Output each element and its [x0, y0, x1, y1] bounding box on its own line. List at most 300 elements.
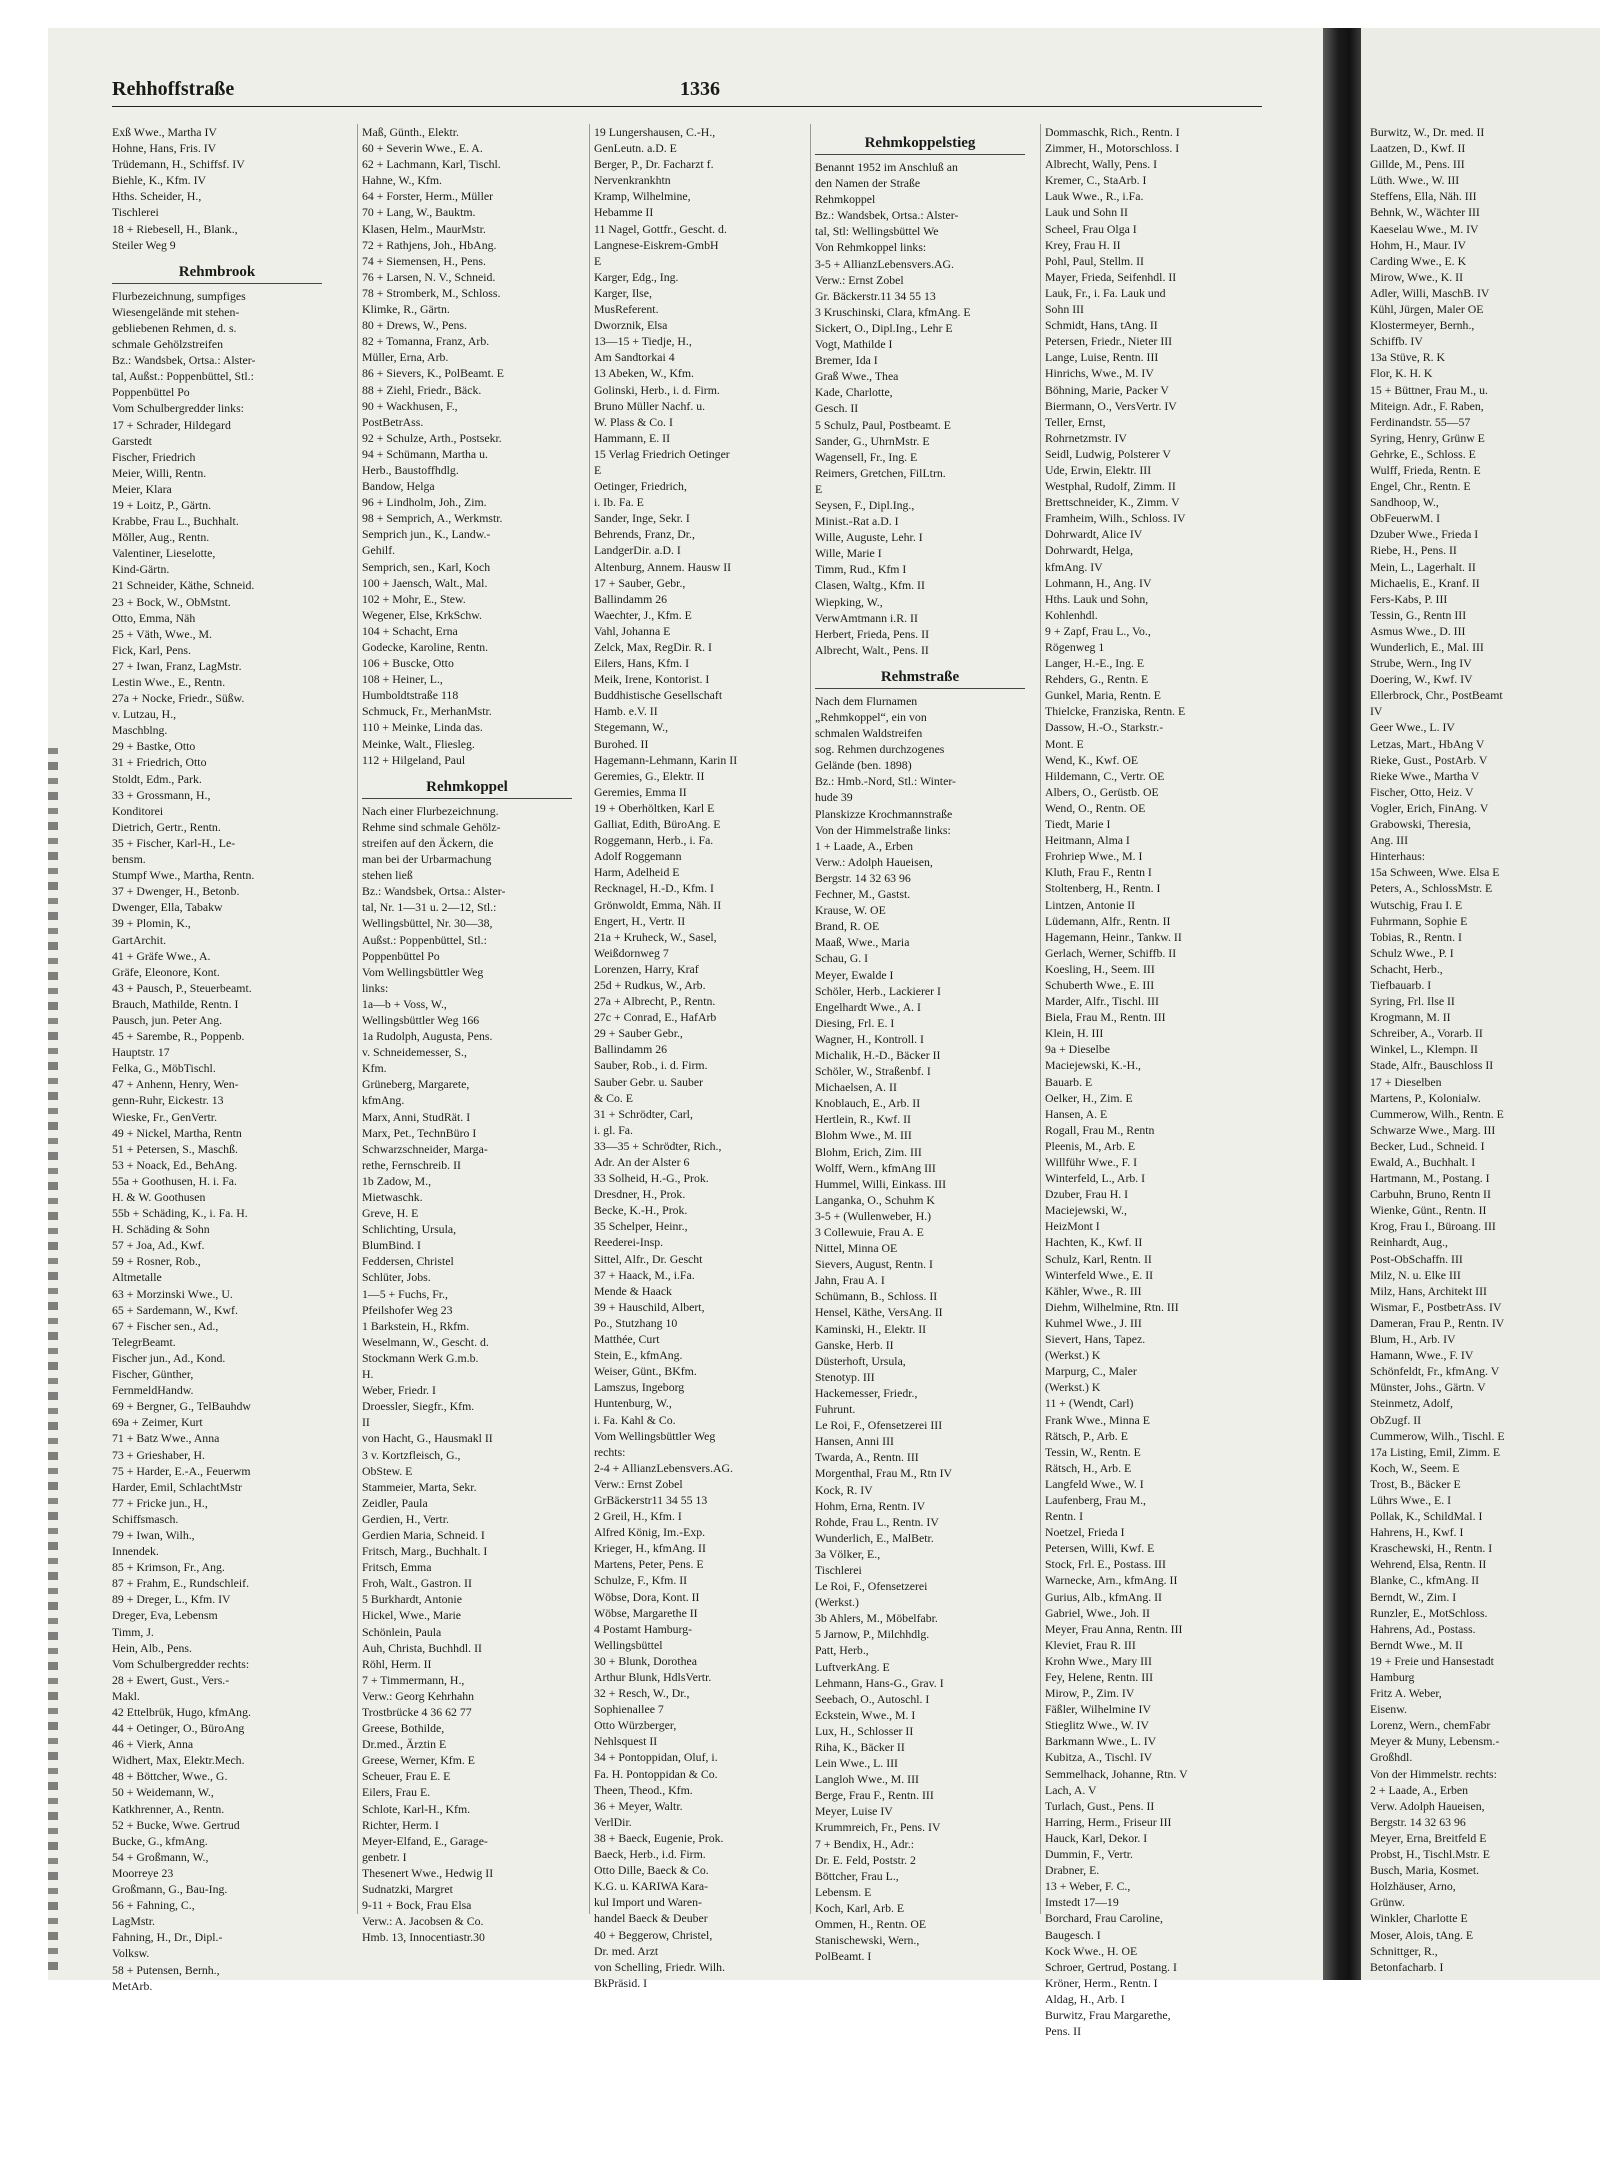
directory-entry: Bauarb. E [1045, 1074, 1093, 1089]
directory-entry: Schuberth Wwe., E. III [1045, 977, 1155, 992]
directory-entry: Fers-Kabs, P. III [1370, 591, 1448, 606]
directory-entry: Diehm, Wilhelmine, Rtn. III [1045, 1299, 1179, 1314]
directory-entry: Kraschewski, H., Rentn. I [1370, 1541, 1493, 1556]
directory-entry: Geremies, G., Elektr. II [594, 768, 705, 783]
directory-entry: PostBetrAss. [362, 414, 424, 429]
directory-entry: Graß Wwe., Thea [815, 369, 899, 384]
directory-entry: Dummin, F., Vertr. [1045, 1847, 1133, 1862]
directory-entry: 110 + Meinke, Linda das. [362, 720, 483, 735]
directory-entry: Baeck, Herb., i.d. Firm. [594, 1847, 706, 1862]
directory-entry: Bz.: Wandsbek, Ortsa.: Alster- [112, 353, 256, 368]
directory-entry: Marpurg, C., Maler [1045, 1364, 1137, 1379]
directory-entry: Kühl, Jürgen, Maler OE [1370, 302, 1484, 317]
directory-entry: Morgenthal, Frau M., Rtn IV [815, 1466, 953, 1481]
directory-entry: (Werkst.) [815, 1595, 859, 1610]
directory-entry: Schulz Wwe., P. I [1370, 945, 1454, 960]
directory-entry: Scheuer, Frau E. E [362, 1769, 451, 1784]
directory-entry: schmalen Waldstreifen [815, 726, 923, 741]
directory-entry: Riha, K., Bäcker II [815, 1740, 905, 1754]
directory-entry: 19 + Freie und Hansestadt [1370, 1653, 1494, 1668]
directory-entry: Bz.: Wandsbek, Ortsa.: Alster- [815, 208, 959, 223]
directory-entry: Verw.: Ernst Zobel [815, 272, 904, 287]
directory-entry: 108 + Heiner, L., [362, 672, 443, 687]
directory-entry: Feddersen, Christel [362, 1254, 454, 1269]
directory-entry: H. & W. Goothusen [112, 1190, 206, 1204]
directory-entry: Adler, Willi, MaschB. IV [1370, 285, 1490, 300]
directory-entry: & Co. E [594, 1090, 633, 1105]
directory-entry: Wille, Auguste, Lehr. I [815, 530, 923, 545]
directory-entry: Tiefbauarb. I [1370, 977, 1432, 992]
directory-entry: Scheel, Frau Olga I [1045, 221, 1137, 236]
directory-entry: Nach einer Flurbezeichnung. [362, 803, 499, 818]
directory-entry: Milz, N. u. Elke III [1370, 1267, 1461, 1282]
directory-entry: Behnk, W., Wächter III [1370, 205, 1480, 220]
directory-entry: Hagemann, Heinr., Tankw. II [1045, 929, 1182, 944]
directory-entry: Hohm, Erna, Rentn. IV [815, 1498, 926, 1513]
directory-entry: Maschblng. [112, 723, 168, 738]
directory-entry: Weißdornweg 7 [594, 945, 669, 960]
directory-entry: Hackemesser, Friedr., [815, 1385, 918, 1400]
directory-entry: Moser, Alois, tAng. E [1370, 1927, 1474, 1942]
directory-entry: Kremer, C., StaArb. I [1045, 173, 1147, 188]
directory-entry: MetArb. [112, 1978, 153, 1993]
directory-entry: 19 + Oberhöltken, Karl E [594, 800, 715, 815]
directory-entry: Seysen, F., Dipl.Ing., [815, 497, 915, 512]
directory-entry: Wiepking, W., [815, 594, 883, 609]
directory-entry: Fey, Helene, Rentn. III [1045, 1670, 1153, 1684]
directory-entry: Weselmann, W., Gescht. d. [362, 1334, 489, 1349]
directory-entry: 43 + Pausch, P., Steuerbeamt. [112, 980, 252, 995]
directory-entry: Berndt, W., Zim. I [1370, 1589, 1457, 1604]
directory-entry: 5 Schulz, Paul, Postbeamt. E [815, 417, 951, 432]
directory-entry: Fuhrmann, Sophie E [1370, 913, 1468, 928]
directory-entry: Meik, Irene, Kontorist. I [594, 672, 710, 687]
directory-entry: Kluth, Frau F., Rentn I [1045, 865, 1152, 880]
directory-entry: VerlDir. [594, 1814, 632, 1829]
directory-entry: Otto, Emma, Näh [112, 610, 196, 625]
directory-entry: Sievers, August, Rentn. I [815, 1257, 933, 1272]
directory-entry: Marder, Alfr., Tischl. III [1045, 994, 1159, 1009]
directory-entry: Geer Wwe., L. IV [1370, 720, 1455, 735]
directory-entry: Asmus Wwe., D. III [1370, 623, 1466, 638]
directory-entry: kfmAng. [362, 1093, 405, 1108]
directory-entry: 80 + Drews, W., Pens. [362, 318, 467, 333]
directory-entry: Lauk und Sohn II [1045, 205, 1128, 220]
directory-entry: Weiser, Günt., BKfm. [594, 1364, 697, 1379]
directory-entry: Miteign. Adr., F. Raben, [1370, 398, 1484, 413]
directory-entry: Mietwaschk. [362, 1190, 423, 1204]
directory-entry: Zeidler, Paula [362, 1495, 428, 1510]
directory-entry: Verw.: Adolph Haueisen, [815, 854, 933, 869]
directory-entry: Fechner, M., Gastst. [815, 887, 911, 902]
directory-entry: Tischlerei [112, 205, 159, 220]
directory-entry: Trostbrücke 4 36 62 77 [362, 1705, 472, 1719]
directory-entry: 30 + Blunk, Dorothea [594, 1653, 697, 1668]
directory-entry: 13—15 + Tiedje, H., [594, 334, 692, 349]
directory-entry: Humboldtstraße 118 [362, 688, 459, 703]
street-heading: Rehmkoppelstieg [815, 132, 1025, 155]
directory-entry: Sittel, Alfr., Dr. Gescht [594, 1251, 703, 1266]
directory-entry: Vom Wellingsbüttler Weg [362, 964, 484, 979]
directory-entry: 71 + Batz Wwe., Anna [112, 1431, 220, 1446]
directory-entry: Fritsch, Marg., Buchhalt. I [362, 1544, 488, 1559]
directory-entry: Lux, H., Schlosser II [815, 1723, 914, 1738]
directory-entry: 25d + Rudkus, W., Arb. [594, 977, 706, 992]
directory-entry: Warnecke, Arn., kfmAng. II [1045, 1573, 1178, 1588]
directory-entry: tal, Nr. 1—31 u. 2—12, Stl.: [362, 900, 497, 915]
directory-entry: Meyer, Ewalde I [815, 967, 894, 982]
directory-entry: Marx, Pet., TechnBüro I [362, 1125, 477, 1140]
directory-entry: Droessler, Siegfr., Kfm. [362, 1399, 475, 1414]
street-heading: Rehmstraße [815, 666, 1025, 689]
directory-entry: Langanka, O., Schuhm K [815, 1192, 935, 1207]
directory-entry: Maaß, Wwe., Maria [815, 935, 910, 950]
directory-entry: Reinhardt, Aug., [1370, 1235, 1448, 1250]
directory-entry: Behrends, Franz, Dr., [594, 527, 695, 542]
directory-entry: 29 + Bastke, Otto [112, 739, 196, 754]
directory-entry: Trost, B., Bäcker E [1370, 1476, 1461, 1491]
directory-entry: Timm, Rud., Kfm I [815, 562, 907, 577]
directory-entry: Gelände (ben. 1898) [815, 758, 912, 773]
directory-entry: Wöbse, Margarethe II [594, 1605, 698, 1620]
directory-entry: Lohmann, H., Ang. IV [1045, 575, 1152, 590]
directory-entry: 73 + Grieshaber, H. [112, 1447, 205, 1462]
directory-entry: ObZugf. II [1370, 1412, 1422, 1427]
directory-entry: 42 Ettelbrük, Hugo, kfmAng. [112, 1705, 251, 1719]
directory-entry: Berge, Frau F., Rentn. III [815, 1788, 934, 1803]
directory-entry: Timm, J. [112, 1624, 154, 1639]
directory-entry: tal, Außst.: Poppenbüttel, Stl.: [112, 369, 254, 384]
directory-entry: Hein, Alb., Pens. [112, 1640, 192, 1655]
directory-entry: Lorenzen, Harry, Kraf [594, 961, 699, 976]
directory-entry: Meyer & Muny, Lebensm.- [1370, 1734, 1500, 1749]
directory-entry: Vogt, Mathilde I [815, 337, 893, 352]
directory-entry: Fuhrunt. [815, 1402, 856, 1417]
directory-entry: Hahrens, Ad., Postass. [1370, 1621, 1476, 1636]
directory-entry: 1b Zadow, M., [362, 1173, 432, 1188]
directory-entry: Rohrnetzmstr. IV [1045, 430, 1127, 445]
directory-entry: 49 + Nickel, Martha, Rentn [112, 1125, 242, 1140]
directory-entry: Syring, Henry, Grünw E [1370, 430, 1485, 445]
directory-entry: Jahn, Frau A. I [815, 1273, 885, 1288]
directory-entry: Bruno Müller Nachf. u. [594, 398, 706, 413]
directory-entry: den Namen der Straße [815, 176, 921, 191]
directory-entry: Schulze, F., Kfm. II [594, 1573, 688, 1588]
directory-entry: Mirow, Wwe., K. II [1370, 269, 1464, 284]
directory-entry: Lebensm. E [815, 1884, 872, 1899]
directory-entry: Maciejewski, W., [1045, 1203, 1127, 1218]
directory-entry: Herb., Baustoffhdlg. [362, 462, 459, 477]
directory-entry: 11 Nagel, Gottfr., Gescht. d. [594, 221, 727, 236]
directory-entry: 78 + Stromberk, M., Schloss. [362, 285, 501, 300]
directory-entry: Marx, Anni, StudRät. I [362, 1109, 471, 1124]
directory-entry: Gehilf. [362, 543, 396, 558]
directory-entry: Ommen, H., Rentn. OE [815, 1917, 927, 1932]
directory-entry: 106 + Buscke, Otto [362, 656, 454, 671]
directory-entry: Blanke, C., kfmAng. II [1370, 1573, 1480, 1588]
directory-entry: sog. Rehmen durchzogenes [815, 742, 945, 757]
directory-entry: Koch, W., Seem. E [1370, 1460, 1460, 1475]
directory-entry: Baugesch. I [1045, 1927, 1101, 1942]
directory-entry: Waechter, J., Kfm. E [594, 607, 692, 622]
directory-entry: Post-ObSchaffn. III [1370, 1251, 1463, 1266]
directory-entry: Sievert, Hans, Tapez. [1045, 1332, 1146, 1347]
directory-entry: 2 + Laade, A., Erben [1370, 1782, 1469, 1797]
street-heading: Rehmkoppel [362, 776, 572, 799]
directory-entry: Wagner, H., Kontroll. I [815, 1031, 924, 1046]
directory-entry: HeizMont I [1045, 1219, 1100, 1234]
directory-entry: Schümann, B., Schloss. II [815, 1289, 938, 1304]
directory-entry: Dameran, Frau P., Rentn. IV [1370, 1315, 1505, 1330]
directory-entry: Vom Schulbergredder links: [112, 401, 244, 416]
directory-entry: Kleviet, Frau R. III [1045, 1637, 1136, 1652]
directory-entry: 112 + Hilgeland, Paul [362, 752, 466, 767]
directory-entry: 102 + Mohr, E., Stew. [362, 591, 466, 606]
directory-entry: Becker, Lud., Schneid. I [1370, 1138, 1485, 1153]
directory-entry: Großmann, G., Bau-Ing. [112, 1882, 228, 1897]
directory-entry: 3a Völker, E., [815, 1546, 881, 1561]
directory-entry: Dzuber, Frau H. I [1045, 1187, 1129, 1202]
directory-entry: 17 + Schrader, Hildegard [112, 417, 231, 432]
directory-entry: H. Schäding & Sohn [112, 1222, 210, 1237]
directory-entry: Lintzen, Antonie II [1045, 897, 1136, 912]
directory-entry: 79 + Iwan, Wilh., [112, 1527, 195, 1542]
directory-entry: 13a Stüve, R. K [1370, 350, 1446, 365]
directory-entry: Dohrwardt, Helga, [1045, 543, 1134, 558]
directory-entry: Thesenert Wwe., Hedwig II [362, 1865, 494, 1880]
directory-entry: Schwarzschneider, Marga- [362, 1141, 488, 1156]
directory-entry: Knoblauch, E., Arb. II [815, 1096, 921, 1111]
directory-entry: Rentn. I [1045, 1509, 1084, 1524]
directory-entry: Frank Wwe., Minna E [1045, 1412, 1150, 1427]
directory-entry: Mayer, Frieda, Seifenhdl. II [1045, 269, 1177, 284]
directory-entry: Semprich, sen., Karl, Koch [362, 559, 491, 574]
directory-entry: Hohne, Hans, Fris. IV [112, 141, 217, 156]
directory-entry: von Schelling, Friedr. Wilh. [594, 1959, 726, 1974]
directory-entry: Hummel, Willi, Einkass. III [815, 1176, 947, 1191]
directory-entry: 18 + Riebesell, H., Blank., [112, 221, 238, 236]
directory-entry: 88 + Ziehl, Friedr., Bäck. [362, 382, 482, 397]
directory-entry: Engert, H., Vertr. II [594, 913, 686, 928]
directory-entry: Grönwoldt, Emma, Näh. II [594, 897, 722, 912]
directory-entry: Richter, Herm. I [362, 1817, 439, 1832]
directory-entry: 15a Schween, Wwe. Elsa E [1370, 865, 1500, 880]
directory-entry: 1—5 + Fuchs, Fr., [362, 1286, 448, 1301]
directory-entry: Stammeier, Marta, Sekr. [362, 1479, 477, 1494]
directory-entry: Holzhäuser, Arno, [1370, 1879, 1456, 1894]
directory-entry: Dr. E. Feld, Poststr. 2 [815, 1852, 916, 1867]
directory-entry: Framheim, Wilh., Schloss. IV [1045, 511, 1186, 526]
directory-entry: 86 + Sievers, K., PolBeamt. E [362, 366, 504, 381]
directory-entry: Möller, Aug., Rentn. [112, 530, 210, 545]
directory-entry: Krogmann, M. II [1370, 1010, 1451, 1025]
directory-entry: Runzler, E., MotSchloss. [1370, 1605, 1488, 1620]
directory-entry: Rehmkoppel [815, 192, 876, 207]
directory-entry: streifen auf den Äckern, die [362, 835, 494, 850]
directory-entry: Karger, Ilse, [594, 285, 652, 300]
directory-entry: Borchard, Frau Caroline, [1045, 1911, 1163, 1926]
directory-entry: Michalik, H.-D., Bäcker II [815, 1047, 941, 1062]
directory-column-4 [815, 124, 1025, 1964]
directory-entry: Rehders, G., Rentn. E [1045, 672, 1149, 687]
directory-entry: Moorreye 23 [112, 1865, 174, 1880]
directory-entry: Kuhmel Wwe., J. III [1045, 1315, 1142, 1330]
directory-entry: Meier, Klara [112, 481, 172, 496]
directory-entry: Schulz, Karl, Rentn. II [1045, 1251, 1152, 1266]
directory-entry: Pollak, K., SchildMal. I [1370, 1509, 1483, 1524]
directory-entry: Blum, H., Arb. IV [1370, 1332, 1456, 1347]
directory-entry: Karger, Edg., Ing. [594, 269, 679, 284]
directory-entry: Mein, L., Lagerhalt. II [1370, 559, 1476, 574]
directory-entry: Rogall, Frau M., Rentn [1045, 1122, 1155, 1137]
directory-entry: Verw.: A. Jacobsen & Co. [362, 1914, 484, 1929]
directory-entry: 17 + Dieselben [1370, 1074, 1442, 1089]
scan-edge-artifact [48, 748, 58, 1978]
directory-entry: Flor, K. H. K [1370, 366, 1433, 381]
directory-entry: Laatzen, D., Kwf. II [1370, 141, 1466, 156]
directory-entry: Steinmetz, Adolf, [1370, 1396, 1453, 1411]
directory-entry: Lach, A. V [1045, 1782, 1097, 1797]
directory-entry: (Werkst.) K [1045, 1380, 1101, 1395]
directory-entry: Widhert, Max, Elektr.Mech. [112, 1753, 245, 1768]
directory-entry: Stieglitz Wwe., W. IV [1045, 1718, 1149, 1733]
directory-entry: Verw. Adolph Haueisen, [1370, 1798, 1485, 1813]
directory-entry: Grünw. [1370, 1895, 1405, 1910]
directory-entry: LuftverkAng. E [815, 1659, 890, 1674]
directory-entry: 48 + Böttcher, Wwe., G. [112, 1769, 228, 1784]
directory-entry: Clasen, Waltg., Kfm. II [815, 578, 925, 593]
directory-entry: 3 v. Kortzfleisch, G., [362, 1447, 461, 1462]
directory-entry: Hahrens, H., Kwf. I [1370, 1525, 1464, 1540]
directory-entry: 9 + Zapf, Frau L., Vo., [1045, 623, 1151, 638]
directory-entry: Blohm, Erich, Zim. III [815, 1144, 922, 1159]
directory-entry: Hebamme II [594, 205, 654, 220]
directory-entry: 5 Burkhardt, Antonie [362, 1592, 462, 1607]
directory-entry: Exß Wwe., Martha IV [112, 125, 217, 139]
directory-entry: Hertlein, R., Kwf. II [815, 1112, 911, 1127]
directory-entry: Strube, Wern., Ing IV [1370, 656, 1472, 671]
directory-entry: Cummerow, Wilh., Tischl. E [1370, 1428, 1505, 1443]
directory-entry: Langnese-Eiskrem-GmbH [594, 237, 719, 252]
directory-entry: Letzas, Mart., HbAng V [1370, 736, 1485, 751]
directory-entry: 34 + Pontoppidan, Oluf, i. [594, 1750, 718, 1765]
directory-entry: Fa. H. Pontoppidan & Co. [594, 1766, 718, 1781]
directory-entry: Stoldt, Edm., Park. [112, 771, 202, 786]
directory-entry: Gurius, Alb., kfmAng. II [1045, 1589, 1162, 1604]
directory-entry: Dresdner, H., Prok. [594, 1187, 686, 1202]
directory-entry: Schöler, W., Straßenbf. I [815, 1064, 931, 1079]
directory-entry: Burohed. II [594, 736, 649, 751]
directory-entry: Wulff, Frieda, Rentn. E [1370, 462, 1481, 477]
directory-entry: Petersen, Friedr., Nieter III [1045, 334, 1173, 349]
directory-entry: 3 Collewuie, Frau A. E [815, 1225, 924, 1239]
directory-entry: Müller, Erna, Arb. [362, 350, 449, 365]
directory-entry: Grabowski, Theresia, [1370, 817, 1472, 832]
directory-entry: Krabbe, Frau L., Buchhalt. [112, 514, 239, 529]
directory-entry: Gunkel, Maria, Rentn. E [1045, 688, 1161, 703]
directory-entry: 9-11 + Bock, Frau Elsa [362, 1898, 472, 1913]
directory-entry: Laufenberg, Frau M., [1045, 1492, 1147, 1507]
directory-entry: Mende & Haack [594, 1283, 672, 1298]
directory-entry: Wolff, Wern., kfmAng III [815, 1160, 936, 1175]
directory-column-6-next-page [1370, 124, 1586, 1974]
directory-entry: Willführ Wwe., F. I [1045, 1155, 1138, 1169]
directory-entry: Schwarze Wwe., Marg. III [1370, 1122, 1496, 1137]
directory-entry: 46 + Vierk, Anna [112, 1737, 194, 1752]
directory-entry: Semprich jun., K., Landw.- [362, 527, 491, 542]
directory-entry: Bergstr. 14 32 63 96 [1370, 1814, 1466, 1829]
directory-entry: Brauch, Mathilde, Rentn. I [112, 996, 239, 1011]
directory-entry: Rohde, Frau L., Rentn. IV [815, 1514, 939, 1529]
directory-entry: 7 + Timmermann, H., [362, 1672, 465, 1687]
directory-entry: Fritz A. Weber, [1370, 1686, 1442, 1701]
directory-entry: Dwenger, Ella, Tabakw [112, 900, 223, 915]
directory-entry: GenLeutn. a.D. E [594, 141, 677, 156]
directory-entry: Innendek. [112, 1544, 159, 1559]
directory-entry: Meier, Willi, Rentn. [112, 465, 207, 480]
directory-entry: H. [362, 1367, 374, 1382]
directory-entry: Martens, Peter, Pens. E [594, 1557, 704, 1572]
directory-entry: 40 + Beggerow, Christel, [594, 1927, 713, 1942]
directory-entry: Fick, Karl, Pens. [112, 642, 191, 657]
directory-entry: Eckstein, Wwe., M. I [815, 1707, 916, 1722]
directory-entry: Pens. II [1045, 2024, 1082, 2039]
directory-entry: Wunderlich, E., Mal. III [1370, 640, 1484, 654]
directory-column-5 [1045, 124, 1267, 2039]
directory-entry: Dworznik, Elsa [594, 318, 668, 333]
directory-entry: 52 + Bucke, Wwe. Gertrud [112, 1817, 240, 1832]
directory-entry: Maß, Günth., Elektr. [362, 125, 459, 139]
directory-entry: Von der Himmelstr. rechts: [1370, 1766, 1497, 1781]
directory-entry: 4 Postamt Hamburg- [594, 1621, 693, 1636]
directory-entry: Oetinger, Friedrich, [594, 479, 687, 494]
directory-entry: 58 + Putensen, Bernh., [112, 1962, 220, 1977]
directory-entry: Münster, Johs., Gärtn. V [1370, 1380, 1486, 1395]
directory-entry: 47 + Anhenn, Henry, Wen- [112, 1077, 239, 1092]
directory-entry: Hansen, Anni III [815, 1434, 894, 1449]
directory-entry: 55a + Goothusen, H. i. Fa. [112, 1173, 237, 1188]
directory-entry: 82 + Tomanna, Franz, Arb. [362, 334, 490, 349]
directory-entry: Nehlsquest II [594, 1734, 658, 1749]
directory-entry: Pfeilshofer Weg 23 [362, 1302, 453, 1317]
directory-entry: Biermann, O., VersVertr. IV [1045, 398, 1177, 413]
directory-entry: Koch, Karl, Arb. E [815, 1900, 905, 1915]
directory-entry: Bz.: Wandsbek, Ortsa.: Alster- [362, 884, 506, 899]
directory-entry: 70 + Lang, W., Bauktm. [362, 205, 476, 220]
directory-entry: Hmb. 13, Innocentiastr.30 [362, 1930, 485, 1945]
directory-entry: man bei der Urbarmachung [362, 852, 492, 867]
directory-entry: Hamburg [1370, 1670, 1415, 1684]
directory-entry: Wend, K., Kwf. OE [1045, 752, 1139, 767]
directory-entry: Drabner, E. [1045, 1863, 1100, 1878]
directory-entry: Westphal, Rudolf, Zimm. II [1045, 479, 1176, 494]
directory-entry: Ballindamm 26 [594, 1042, 668, 1057]
directory-entry: 104 + Schacht, Erna [362, 623, 458, 638]
directory-entry: bensm. [112, 852, 146, 867]
directory-entry: Greese, Werner, Kfm. E [362, 1753, 476, 1768]
directory-entry: 77 + Fricke jun., H., [112, 1495, 208, 1510]
directory-entry: Sickert, O., Dipl.Ing., Lehr E [815, 320, 953, 335]
directory-entry: 90 + Wackhusen, F., [362, 398, 458, 413]
directory-entry: 15 + Büttner, Frau M., u. [1370, 382, 1488, 397]
directory-entry: Frohriep Wwe., M. I [1045, 849, 1143, 864]
directory-entry: Kohlenhdl. [1045, 607, 1098, 622]
directory-entry: Harring, Herm., Friseur III [1045, 1814, 1172, 1829]
directory-entry: 41 + Gräfe Wwe., A. [112, 948, 211, 963]
directory-entry: 44 + Oetinger, O., BüroAng [112, 1721, 245, 1736]
directory-entry: 13 + Weber, F. C., [1045, 1879, 1131, 1894]
directory-entry: ObStew. E [362, 1463, 413, 1478]
